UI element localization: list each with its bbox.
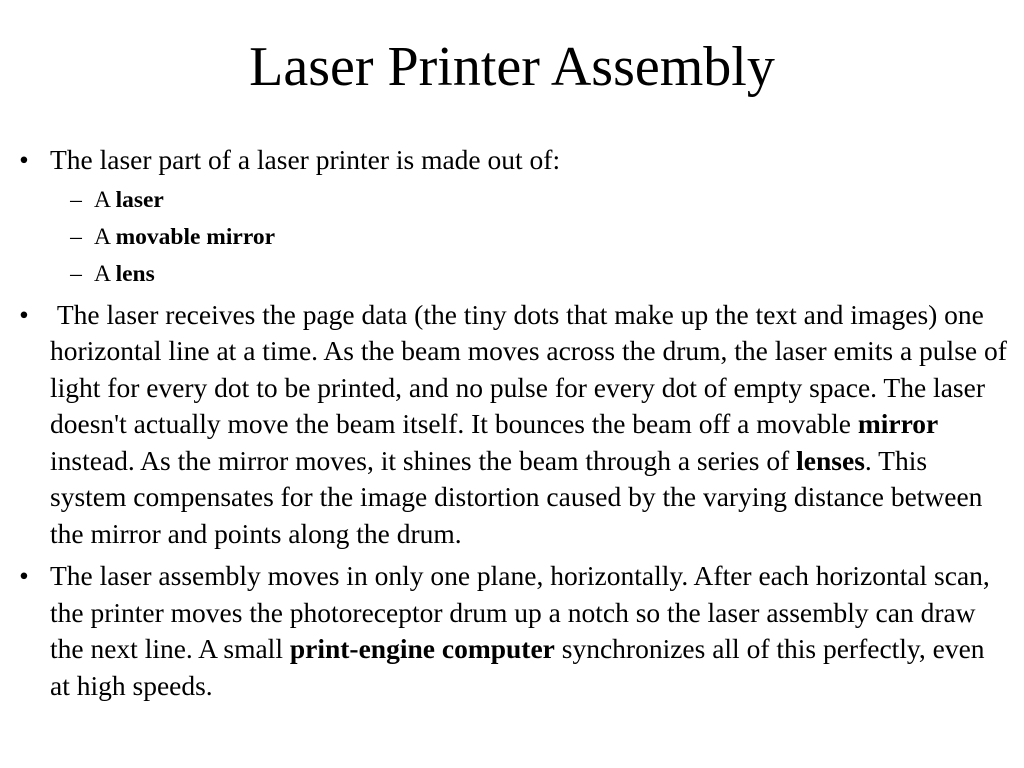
bullet-bold-term: mirror [857, 408, 939, 439]
sub-bullet-bold: movable mirror [115, 223, 276, 250]
sub-bullet-bold: laser [115, 186, 164, 213]
bullet-marker: • [19, 298, 29, 330]
sub-bullet-prefix: A [94, 186, 116, 213]
sub-bullet-item [14, 182, 1009, 219]
sub-bullet-bold: lens [115, 260, 155, 287]
bullet-text-part: . This system compensates for the image distortion caused by the varying distance between the mirror and points along the drum. [50, 444, 983, 549]
sub-bullet-prefix: A [94, 260, 116, 287]
bullet-item [14, 142, 1009, 179]
sub-bullet-item [14, 219, 1009, 256]
bullet-text-part: instead. As the mirror moves, it shines the beam through a series of [50, 444, 797, 476]
sub-bullet-list [14, 182, 1009, 293]
bullet-marker: • [19, 144, 29, 175]
sub-bullet-prefix: A [94, 223, 116, 250]
bullet-text: The laser part of a laser printer is made out of: [50, 144, 561, 175]
slide-body [14, 142, 1009, 704]
dash-marker: – [70, 186, 82, 213]
bullet-item [14, 297, 1009, 553]
slide-title: Laser Printer Assembly [249, 36, 775, 98]
bullet-bold-term: lenses [796, 444, 865, 476]
bullet-bold-term: print-engine computer [289, 633, 555, 664]
sub-bullet-item [14, 256, 1009, 293]
bullet-text-part: synchronizes all of this perfectly, even at high speeds. [50, 633, 985, 701]
bullet-text-part: The laser receives the page data (the tiny dots that make up the text and images) one horizontal line at a time. As the beam moves across the drum, the laser emits a pulse of light for every dot to be printed, and no pulse for every dot of empty space. The laser doesn't actually move the beam itself. It bounces the beam off a movable [50, 298, 1007, 439]
dash-marker: – [70, 260, 82, 287]
bullet-marker: • [19, 560, 29, 591]
bullet-item [14, 558, 1009, 704]
bullet-text-part: The laser assembly moves in only one plane, horizontally. After each horizontal scan, the printer moves the photoreceptor drum up a notch so the laser assembly can draw the next line. A small [50, 560, 990, 664]
dash-marker: – [70, 223, 82, 250]
